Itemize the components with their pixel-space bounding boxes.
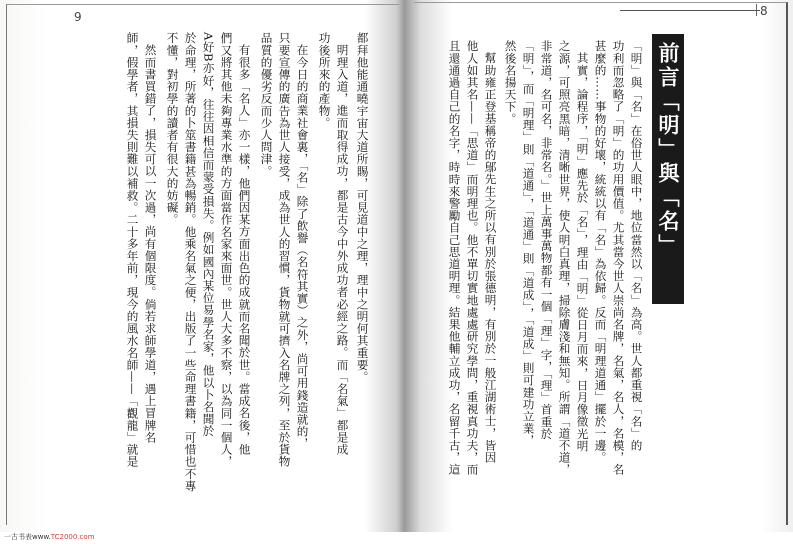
left-text-line: 只要宣傳的廣告為世人接受，成為世人的習慣，貨物就可擠入名牌之列，至於貨物 [277, 32, 292, 468]
left-text-line: 不懂，對初學的讀者有很大的妨礙。 [165, 32, 180, 226]
right-text-line: 其實，論程序，「明」應先於「名」，理由「明」從日月而來，日月像徵光明 [575, 52, 590, 452]
footer-bar [0, 532, 793, 544]
left-text-line: 功後所來的產物。 [317, 32, 332, 129]
footer-site: TC2000.com [50, 533, 95, 541]
chapter-title-band [652, 34, 684, 304]
right-text-line: 且還通過自己的名字，時時來警勵自己思道明理。結果他輔立成功，名留千古，這 [447, 40, 462, 476]
left-text-line: 師，假學者，其損失則難以補救。二十多年前，現今的風水名師——「觀龍」就是 [125, 32, 140, 468]
right-text-line: 然後名揚天下。 [503, 40, 518, 125]
right-page-number: 8 [760, 4, 768, 18]
footer-prefix: 一古书表www. [4, 533, 51, 541]
right-text-line: 之源，可照亮黑暗，清晰世界，使人明白真理，掃除膚淺和無知。所謂「道不道， [557, 40, 572, 476]
right-text-line: 「明」，而「明理」則「道通」，「道通」則「道成」，「道成」則可建功立業， [521, 40, 536, 447]
left-text-line: 品質的優劣反而少人問津。 [259, 32, 274, 178]
right-text-line: 非常道，名可名，非常名。」世上萬事萬物都有一個「理」字，「理」首重於 [539, 40, 554, 440]
left-text-line: 然而書買錯了，損失可以一次過，尚有個限度。倘若求師學道，遇上冒牌名 [143, 44, 158, 444]
left-text-line: 有很多「名人」亦一樣，他們因某方面出色的成就而名聞於世。當成名後，他 [237, 44, 252, 456]
left-text-line: 都拜他能通曉宇宙大道所賜，可見道中之理，理中之明何其重要。 [355, 32, 370, 383]
right-text-line: 「明」與「名」在俗世人眼中，地位當然以「名」為高。世人都重視「名」的 [629, 40, 644, 452]
right-text-line: 甚麼的……事物的好壞，統統以有「名」為依歸。反而「明理道通」擺於一邊。 [593, 40, 608, 464]
left-text-line: 於命理，所著的卜筮書籍甚為暢銷。他乘名氣之便，出版了一些命理書籍，可惜也不專 [183, 32, 198, 492]
chapter-title: 前言「明」與「名」 [656, 42, 680, 258]
right-text-line: 幫助雍正登基稱帝的鄔先生之所以有別於張德明，有別於一般江湖術士，皆因 [483, 52, 498, 464]
left-text-line: 們又將其他未夠專業水準的方面當作名家來面世。世人大多不察，以為同一個人， [219, 32, 234, 468]
left-text-line: 在今日的商業社會裏，「名」除了飲譽（名符其實）之外，尚可用錢造就的， [295, 44, 310, 450]
right-text-line: 功利而忽略了「明」的功用價值。尤其當今世人崇尚名牌，名氣，名人，名模，名 [611, 40, 626, 476]
left-page-number: 9 [74, 10, 82, 24]
footer-watermark [4, 532, 95, 542]
header-rule [620, 10, 760, 11]
right-text-line: 他人如其名——「思道」而明理也。他不單切實地處處研究學問，重視真功夫，而 [465, 40, 480, 476]
left-text-line: A好B亦好，往往因相信而蒙受損失。例如國內某位易學名家，他以卜名聞於 [201, 32, 216, 438]
left-text-line: 明理入道，進而取得成功，都是古今中外成功者必經之路。而「名氣」都是成 [335, 44, 350, 456]
